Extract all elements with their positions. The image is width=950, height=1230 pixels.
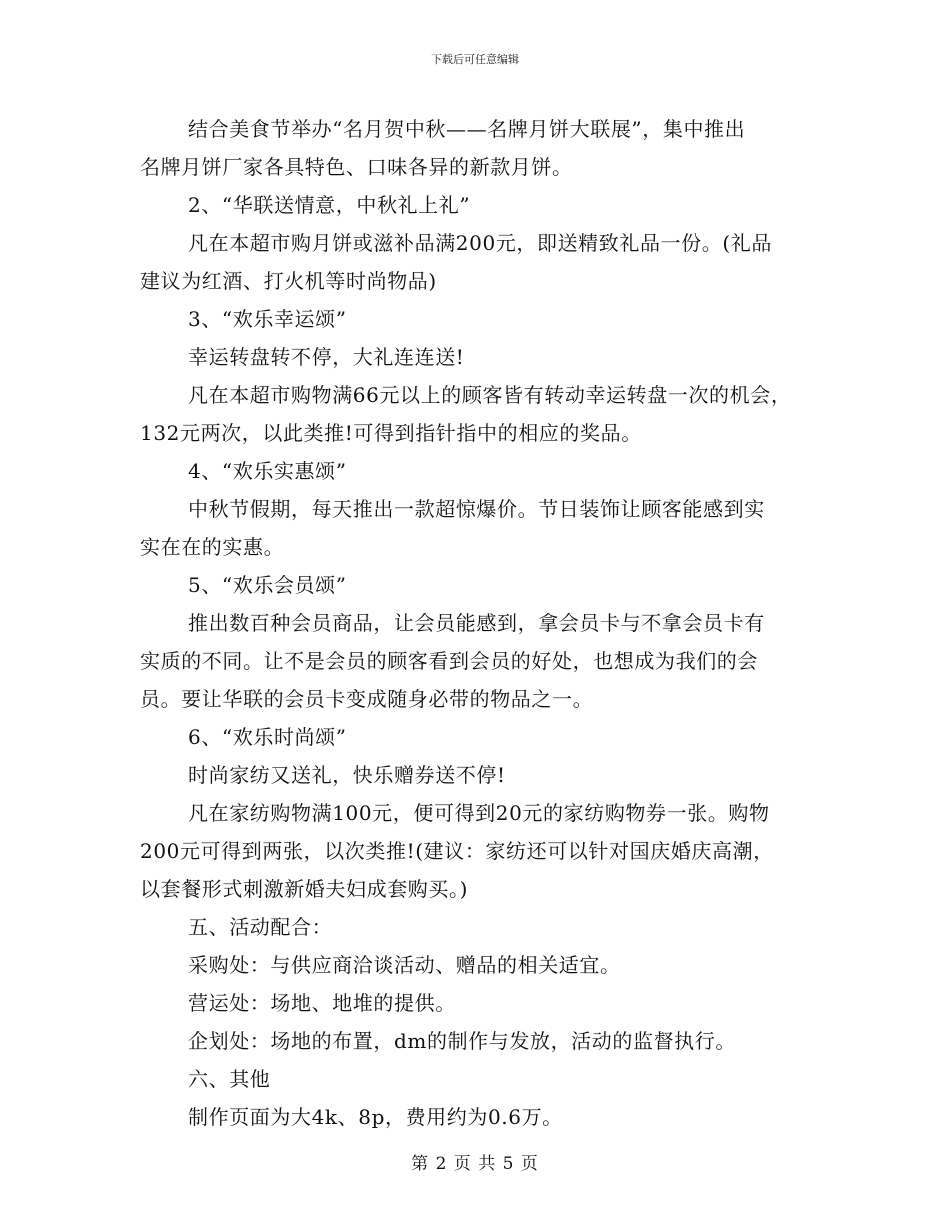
paragraph-line: 制作页面为大4k、8p，费用约为0.6万。 [188,1105,563,1129]
paragraph-line: 采购处：与供应商洽谈活动、赠品的相关适宜。 [188,953,621,977]
paragraph-line: 时尚家纺又送礼，快乐赠券送不停! [188,763,506,787]
paragraph-line: 中秋节假期，每天推出一款超惊爆价。节日装饰让顾客能感到实 [188,497,765,521]
section-heading: 6、“欢乐时尚颂” [188,725,347,749]
page-header-note: 下载后可任意编辑 [431,53,519,66]
paragraph-line: 200元可得到两张，以次类推!(建议：家纺还可以针对国庆婚庆高潮， [140,839,774,863]
paragraph-line: 幸运转盘转不停，大礼连连送! [188,345,465,369]
paragraph-line: 132元两次，以此类推!可得到指针指中的相应的奖品。 [140,421,642,445]
paragraph-line: 营运处：场地、地堆的提供。 [188,991,456,1015]
section-heading: 六、其他 [188,1067,271,1091]
paragraph-line: 名牌月饼厂家各具特色、口味各异的新款月饼。 [140,155,573,179]
paragraph-line: 员。要让华联的会员卡变成随身必带的物品之一。 [140,687,594,711]
section-heading: 五、活动配合： [188,915,333,939]
paragraph-line: 实质的不同。让不是会员的顾客看到会员的好处，也想成为我们的会 [140,649,758,673]
paragraph-line: 凡在家纺购物满100元，便可得到20元的家纺购物券一张。购物 [188,801,770,825]
paragraph-line: 实在在的实惠。 [140,535,285,559]
section-heading: 2、“华联送情意，中秋礼上礼” [188,193,471,217]
section-heading: 4、“欢乐实惠颂” [188,459,347,483]
paragraph-line: 结合美食节举办“名月贺中秋——名牌月饼大联展”，集中推出 [188,117,746,141]
paragraph-line: 凡在本超市购月饼或滋补品满200元，即送精致礼品一份。(礼品 [188,231,772,255]
paragraph-line: 建议为红酒、打火机等时尚物品) [140,269,437,293]
paragraph-line: 以套餐形式刺激新婚夫妇成套购买。) [140,877,469,901]
paragraph-line: 凡在本超市购物满66元以上的顾客皆有转动幸运转盘一次的机会， [188,383,792,407]
paragraph-line: 企划处：场地的布置，dm的制作与发放，活动的监督执行。 [188,1029,736,1053]
page-number-footer: 第 2 页 共 5 页 [411,1154,539,1174]
paragraph-line: 推出数百种会员商品，让会员能感到，拿会员卡与不拿会员卡有 [188,611,765,635]
section-heading: 3、“欢乐幸运颂” [188,307,347,331]
document-body [140,110,820,1136]
section-heading: 5、“欢乐会员颂” [188,573,347,597]
